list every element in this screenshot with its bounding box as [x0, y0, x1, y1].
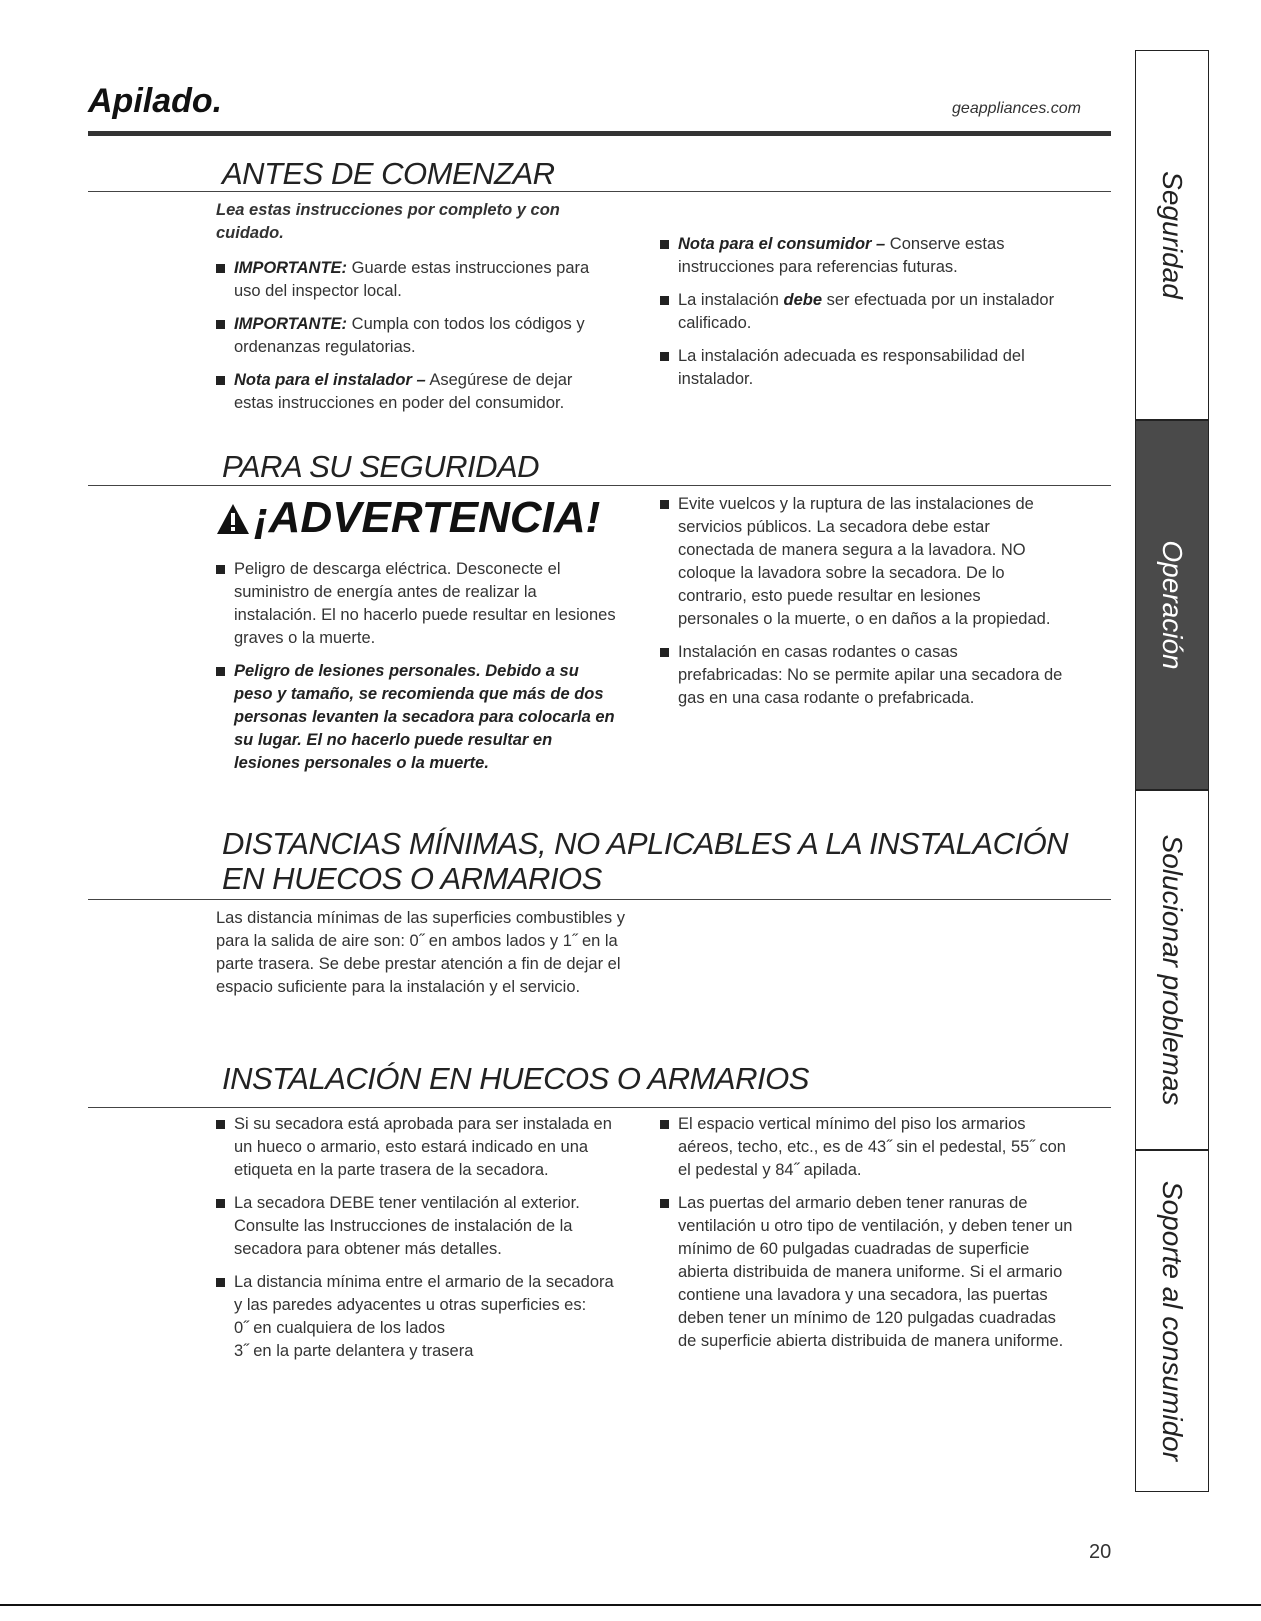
warning-heading — [216, 490, 621, 546]
section-rule — [88, 485, 1111, 486]
page-title: Apilado. — [88, 82, 223, 120]
section-heading-before-start: ANTES DE COMENZAR — [222, 156, 555, 191]
tab-label: Seguridad — [1157, 171, 1188, 299]
site-url[interactable]: geappliances.com — [952, 100, 1081, 117]
list-item: Nota para el instalador – Asegúrese de dejar estas instrucciones en poder del consumidor. — [216, 369, 616, 415]
before-start-left-column — [216, 199, 616, 425]
section-rule — [88, 191, 1111, 192]
section-heading-closet: INSTALACIÓN EN HUECOS O ARMARIOS — [222, 1061, 809, 1096]
bullet-icon — [216, 376, 225, 385]
tab-label: Soporte al consumidor — [1157, 1180, 1188, 1462]
list-item: El espacio vertical mínimo del piso los armarios aéreos, techo, etc., es de 43˝ sin el pedestal, 55˝ con el pedestal y 84˝ apilada. — [660, 1113, 1075, 1182]
list-item: IMPORTANTE: Cumpla con todos los códigos y ordenanzas regulatorias. — [216, 313, 616, 359]
list-item: Evite vuelcos y la ruptura de las instalaciones de servicios públicos. La secadora debe estar conectada de manera segura a la lavadora. NO coloque la lavadora sobre la secadora. De lo contrario, esto puede resultar en lesiones personales o la muerte, o en daños a la propiedad. — [660, 493, 1065, 631]
list-item: La secadora DEBE tener ventilación al exterior. Consulte las Instrucciones de instalación de la secadora para obtener más detalles. — [216, 1192, 626, 1261]
tab-solucionar-problemas[interactable] — [1136, 791, 1208, 1151]
bullet-icon — [660, 296, 669, 305]
sidebar-nav — [1135, 50, 1209, 1492]
min-distances-text: Las distancia mínimas de las superficies combustibles y para la salida de aire son: 0˝ en ambos lados y 1˝ en la parte trasera. Se debe prestar atención a fin de dejar el espacio suficiente para la instalación y el servicio. — [216, 909, 626, 996]
bullet-icon — [216, 1199, 225, 1208]
warning-triangle-icon — [216, 503, 250, 535]
safety-left-column — [216, 490, 621, 785]
tab-label: Solucionar problemas — [1157, 834, 1188, 1106]
list-item: Peligro de lesiones personales. Debido a su peso y tamaño, se recomienda que más de dos personas levanten la secadora para colocarla en su lugar. El no hacerlo puede resultar en lesiones personales o la muerte. — [216, 660, 621, 775]
list-item: La instalación debe ser efectuada por un instalador calificado. — [660, 289, 1060, 335]
list-item: Las puertas del armario deben tener ranuras de ventilación u otro tipo de ventilación, y deben tener un mínimo de 60 pulgadas cuadradas de superficie abierta distribuida de manera uniforme. Si el armario contiene una lavadora y una secadora, las puertas deben tener un mínimo de 120 pulgadas cuadradas de superficie abierta distribuida de manera uniforme. — [660, 1192, 1075, 1353]
list-item: Instalación en casas rodantes o casas prefabricadas: No se permite apilar una secadora de gas en una casa rodante o prefabricada. — [660, 641, 1065, 710]
bullet-icon — [216, 264, 225, 273]
list-item: Nota para el consumidor – Conserve estas instrucciones para referencias futuras. — [660, 233, 1060, 279]
bullet-icon — [216, 1278, 225, 1287]
section-heading-safety: PARA SU SEGURIDAD — [222, 449, 540, 484]
bullet-icon — [660, 648, 669, 657]
list-item: La distancia mínima entre el armario de la secadora y las paredes adyacentes u otras superficies es: 0˝ en cualquiera de los lados 3˝ en la parte delantera y trasera — [216, 1271, 626, 1363]
tab-operacion[interactable] — [1136, 421, 1208, 791]
section-heading-min-distances: DISTANCIAS MÍNIMAS, NO APLICABLES A LA INSTALACIÓN EN HUECOS O ARMARIOS — [222, 826, 1069, 896]
closet-right-column — [660, 1113, 1075, 1363]
page-number: 20 — [1089, 1541, 1112, 1563]
section-rule — [88, 1107, 1111, 1108]
list-item: Si su secadora está aprobada para ser instalada en un hueco o armario, esto estará indicado en una etiqueta en la parte trasera de la secadora. — [216, 1113, 626, 1182]
bullet-icon — [660, 1120, 669, 1129]
bullet-icon — [216, 667, 225, 676]
bullet-icon — [660, 352, 669, 361]
bullet-icon — [660, 500, 669, 509]
list-item: Peligro de descarga eléctrica. Desconecte el suministro de energía antes de realizar la instalación. El no hacerlo puede resultar en lesiones graves o la muerte. — [216, 558, 621, 650]
bullet-icon — [216, 565, 225, 574]
bullet-icon — [660, 1199, 669, 1208]
section-rule — [88, 899, 1111, 900]
lead-text: Lea estas instrucciones por completo y con cuidado. — [216, 201, 560, 242]
bullet-icon — [216, 1120, 225, 1129]
warning-text: ¡ADVERTENCIA! — [254, 493, 601, 542]
tab-label: Operación — [1157, 540, 1188, 670]
list-item: IMPORTANTE: Guarde estas instrucciones para uso del inspector local. — [216, 257, 616, 303]
tab-soporte-consumidor[interactable] — [1136, 1151, 1208, 1491]
safety-right-column — [660, 493, 1065, 720]
bottom-rule — [0, 1604, 1261, 1606]
before-start-right-column — [660, 233, 1060, 401]
bullet-icon — [660, 240, 669, 249]
bullet-icon — [216, 320, 225, 329]
header-rule — [88, 131, 1111, 136]
tab-seguridad[interactable] — [1136, 51, 1208, 421]
list-item: La instalación adecuada es responsabilidad del instalador. — [660, 345, 1060, 391]
closet-left-column — [216, 1113, 626, 1373]
